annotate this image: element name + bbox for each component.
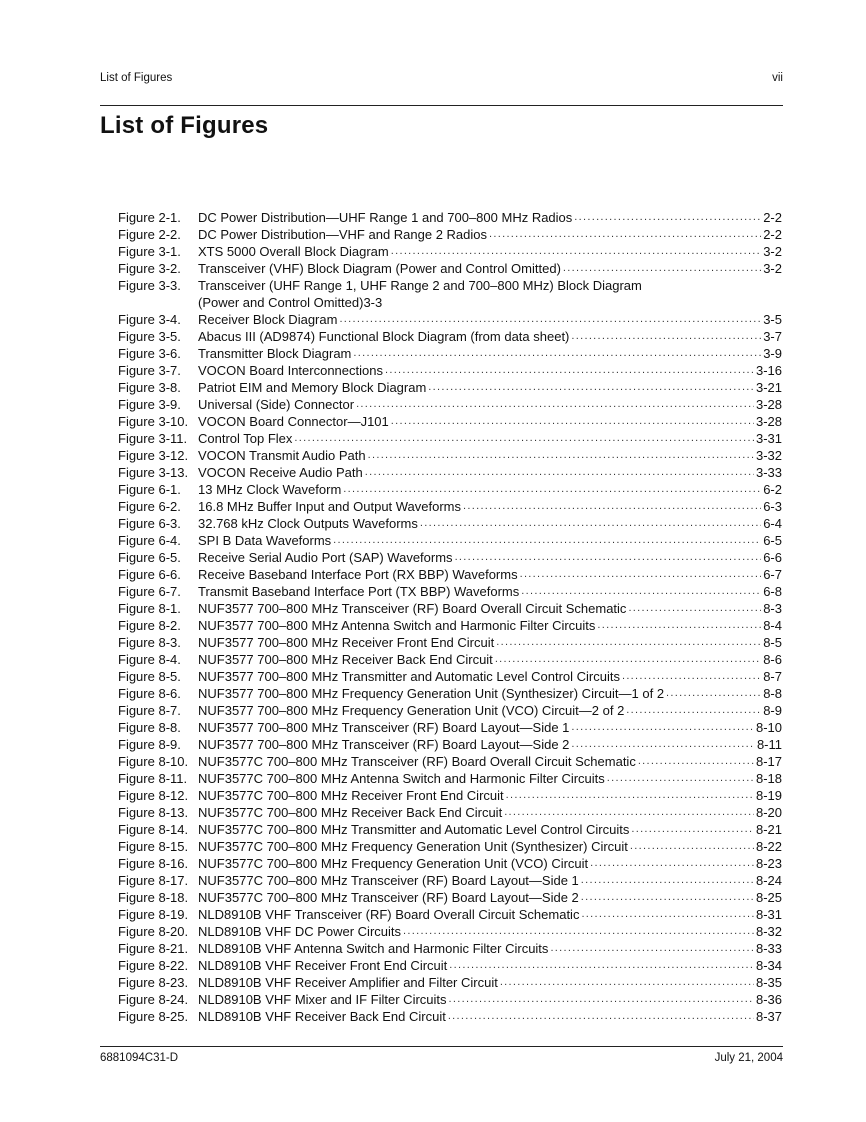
dot-leader [365,464,754,481]
dot-leader [631,821,754,838]
figure-number: Figure 8-5. [118,669,181,684]
page-title: List of Figures [100,112,269,139]
figure-title: NUF3577C 700–800 MHz Transceiver (RF) Board Overall Circuit Schematic [198,754,636,769]
figure-title-wrap [198,260,763,277]
toc-entry[interactable] [118,430,782,447]
figure-page-number: 6-2 [763,482,782,497]
figure-title: Receive Baseband Interface Port (RX BBP) Waveforms [198,567,518,582]
toc-entry[interactable] [118,685,782,702]
figure-title-wrap [198,753,756,770]
dot-leader [495,651,761,668]
figure-number: Figure 3-5. [118,329,181,344]
dot-leader [521,583,761,600]
toc-entry[interactable] [118,787,782,804]
figure-page-number: 8-31 [755,907,782,922]
figure-number: Figure 8-14. [118,822,189,837]
dot-leader [597,617,761,634]
dot-leader [391,413,754,430]
figure-title-wrap [198,515,763,532]
figure-title: 32.768 kHz Clock Outputs Waveforms [198,516,418,531]
figure-title-wrap [198,804,756,821]
toc-entry[interactable] [118,906,782,923]
header-section-title: List of Figures [100,72,173,84]
dot-leader [448,1008,754,1025]
figure-page-number: 6-6 [763,550,782,565]
figure-number: Figure 3-4. [118,312,181,327]
toc-entry[interactable] [118,328,782,345]
figure-page-number: 3-2 [763,261,782,276]
figure-number: Figure 3-3. [118,278,181,293]
figure-title: NUF3577 700–800 MHz Transceiver (RF) Board Layout—Side 1 [198,720,570,735]
figure-title-wrap [198,838,756,855]
dot-leader [563,260,761,277]
figure-number: Figure 2-1. [118,210,181,225]
toc-entry[interactable] [118,974,782,991]
figure-title: NUF3577C 700–800 MHz Receiver Front End Circuit [198,788,504,803]
figure-page-number: 8-34 [755,958,782,973]
toc-entry[interactable] [118,770,782,787]
figure-number: Figure 6-5. [118,550,181,565]
figure-number: Figure 8-11. [118,771,188,786]
figure-page-number: 8-35 [755,975,782,990]
dot-leader [581,872,754,889]
footer-doc-number: 6881094C31-D [100,1052,179,1064]
figure-page-number: 8-32 [755,924,782,939]
figure-list [118,209,782,1025]
figure-title-wrap [198,243,763,260]
figure-number: Figure 6-6. [118,567,181,582]
toc-entry[interactable] [118,226,782,243]
dot-leader [500,974,754,991]
toc-entry[interactable] [118,753,782,770]
figure-page-number: 3-32 [755,448,782,463]
dot-leader [428,379,754,396]
toc-entry[interactable] [118,940,782,957]
figure-page-number: 2-2 [763,227,782,242]
figure-title: NLD8910B VHF Receiver Back End Circuit [198,1009,446,1024]
figure-title-wrap [198,209,763,226]
figure-number: Figure 3-12. [118,448,189,463]
toc-entry[interactable] [118,821,782,838]
figure-page-number: 3-21 [755,380,782,395]
figure-title-wrap [198,668,763,685]
figure-page-number: 3-16 [755,363,782,378]
figure-title-wrap [198,226,763,243]
figure-title-wrap [198,821,756,838]
figure-title-wrap [198,940,756,957]
toc-entry[interactable] [118,481,782,498]
dot-leader [571,328,761,345]
figure-title-wrap [198,532,763,549]
figure-page-number: 3-31 [755,431,782,446]
figure-title: NLD8910B VHF DC Power Circuits [198,924,402,939]
figure-title-wrap [198,770,756,787]
figure-title: NUF3577 700–800 MHz Transmitter and Automatic Level Control Circuits [198,669,620,684]
figure-page-number: 8-17 [755,754,782,769]
dot-leader [630,838,754,855]
figure-title: DC Power Distribution—VHF and Range 2 Radios [198,227,488,242]
figure-number: Figure 3-6. [118,346,181,361]
figure-title: NLD8910B VHF Antenna Switch and Harmonic Filter Circuits [198,941,549,956]
dot-leader [455,549,762,566]
figure-title: NUF3577 700–800 MHz Frequency Generation Unit (Synthesizer) Circuit—1 of 2 [198,686,665,701]
toc-entry[interactable] [118,379,782,396]
figure-number: Figure 8-10. [118,754,189,769]
figure-title: Transmitter Block Diagram [198,346,352,361]
dot-leader [622,668,761,685]
toc-entry[interactable] [118,549,782,566]
figure-title-wrap [198,719,756,736]
figure-title-wrap [198,362,756,379]
figure-number: Figure 8-21. [118,941,189,956]
dot-leader [571,719,754,736]
figure-number: Figure 6-7. [118,584,181,599]
figure-title-wrap [198,685,763,702]
figure-title: NUF3577C 700–800 MHz Receiver Back End Circuit [198,805,503,820]
toc-entry[interactable] [118,872,782,889]
dot-leader [550,940,754,957]
toc-entry[interactable] [118,311,782,328]
dot-leader [333,532,761,549]
toc-entry[interactable] [118,668,782,685]
running-header [100,72,783,84]
dot-leader [353,345,761,362]
figure-page-number: 6-5 [763,533,782,548]
toc-entry[interactable] [118,634,782,651]
figure-title-wrap [198,855,756,872]
figure-title: NLD8910B VHF Transceiver (RF) Board Overall Circuit Schematic [198,907,580,922]
figure-page-number: 8-4 [763,618,782,633]
figure-number: Figure 6-1. [118,482,181,497]
figure-title-wrap [198,872,756,889]
figure-number: Figure 8-19. [118,907,189,922]
figure-page-number: 8-11 [756,737,782,752]
figure-page-number: 8-3 [763,601,782,616]
figure-title-wrap [198,328,763,345]
toc-entry[interactable] [118,345,782,362]
toc-entry[interactable] [118,243,782,260]
figure-title-continuation: (Power and Control Omitted)3-3 [198,295,383,310]
figure-number: Figure 3-10. [118,414,189,429]
figure-number: Figure 2-2. [118,227,181,242]
figure-title-wrap [198,634,763,651]
figure-page-number: 3-7 [763,329,782,344]
figure-number: Figure 8-18. [118,890,189,905]
figure-page-number: 3-28 [755,414,782,429]
figure-title-wrap [198,311,763,328]
figure-title-wrap [198,413,756,430]
figure-title: NUF3577 700–800 MHz Transceiver (RF) Board Layout—Side 2 [198,737,570,752]
figure-page-number: 8-25 [755,890,782,905]
figure-number: Figure 8-2. [118,618,181,633]
figure-number: Figure 8-6. [118,686,181,701]
figure-number: Figure 8-15. [118,839,189,854]
dot-leader [581,906,754,923]
figure-title-wrap [198,991,756,1008]
figure-number: Figure 8-22. [118,958,189,973]
figure-page-number: 8-20 [755,805,782,820]
toc-entry[interactable] [118,804,782,821]
toc-entry[interactable] [118,413,782,430]
dot-leader [294,430,754,447]
dot-leader [403,923,754,940]
figure-number: Figure 8-16. [118,856,189,871]
toc-entry[interactable] [118,260,782,277]
dot-leader [420,515,761,532]
figure-page-number: 8-36 [755,992,782,1007]
figure-title: Receive Serial Audio Port (SAP) Waveforms [198,550,453,565]
dot-leader [356,396,754,413]
toc-entry[interactable] [118,583,782,600]
toc-entry[interactable] [118,396,782,413]
figure-title-wrap [198,464,756,481]
figure-title: NLD8910B VHF Mixer and IF Filter Circuits [198,992,447,1007]
figure-page-number: 6-3 [763,499,782,514]
figure-page-number: 3-28 [755,397,782,412]
figure-title: NUF3577C 700–800 MHz Frequency Generation Unit (Synthesizer) Circuit [198,839,628,854]
figure-title-wrap [198,787,756,804]
dot-leader [343,481,761,498]
figure-title-wrap [198,345,763,362]
dot-leader [574,209,761,226]
figure-page-number: 8-18 [755,771,782,786]
figure-title-wrap [198,379,756,396]
figure-title-wrap [198,447,756,464]
figure-number: Figure 8-8. [118,720,181,735]
figure-page-number: 6-7 [763,567,782,582]
toc-entry[interactable] [118,838,782,855]
figure-number: Figure 8-13. [118,805,189,820]
figure-number: Figure 8-4. [118,652,181,667]
figure-number: Figure 6-3. [118,516,181,531]
figure-title: SPI B Data Waveforms [198,533,332,548]
figure-title: VOCON Board Interconnections [198,363,383,378]
toc-entry[interactable] [118,515,782,532]
figure-title: NUF3577 700–800 MHz Receiver Back End Circuit [198,652,493,667]
figure-title-wrap [198,549,763,566]
toc-entry[interactable] [118,566,782,583]
figure-number: Figure 6-4. [118,533,181,548]
figure-title-wrap [198,974,756,991]
figure-title-wrap [198,1008,756,1025]
footer-rule [100,1046,783,1047]
figure-page-number: 8-9 [763,703,782,718]
toc-entry[interactable] [118,209,782,226]
dot-leader [504,804,754,821]
dot-leader [385,362,754,379]
dot-leader [626,702,761,719]
figure-title-wrap [198,277,782,311]
figure-number: Figure 3-8. [118,380,181,395]
figure-title: Transmit Baseband Interface Port (TX BBP) Waveforms [198,584,520,599]
figure-number: Figure 8-20. [118,924,189,939]
figure-title: NUF3577 700–800 MHz Receiver Front End Circuit [198,635,495,650]
dot-leader [449,991,754,1008]
figure-title: NUF3577C 700–800 MHz Transceiver (RF) Board Layout—Side 2 [198,890,579,905]
dot-leader [581,889,754,906]
toc-entry[interactable] [118,719,782,736]
figure-number: Figure 8-7. [118,703,181,718]
dot-leader [496,634,761,651]
dot-leader [571,736,755,753]
figure-page-number: 8-33 [755,941,782,956]
toc-entry[interactable] [118,532,782,549]
toc-entry[interactable] [118,889,782,906]
figure-number: Figure 3-7. [118,363,181,378]
figure-page-number: 2-2 [763,210,782,225]
figure-title-wrap [198,566,763,583]
figure-title: NUF3577C 700–800 MHz Transceiver (RF) Board Layout—Side 1 [198,873,579,888]
figure-page-number: 6-8 [763,584,782,599]
figure-title-wrap [198,481,763,498]
figure-page-number: 3-5 [763,312,782,327]
figure-page-number: 3-9 [763,346,782,361]
toc-entry[interactable] [118,991,782,1008]
figure-title: Transceiver (VHF) Block Diagram (Power and Control Omitted) [198,261,561,276]
figure-title-wrap [198,957,756,974]
dot-leader [463,498,761,515]
figure-page-number: 6-4 [763,516,782,531]
figure-page-number: 8-10 [755,720,782,735]
figure-title: DC Power Distribution—UHF Range 1 and 700–800 MHz Radios [198,210,573,225]
figure-title: VOCON Receive Audio Path [198,465,363,480]
figure-title: Abacus III (AD9874) Functional Block Diagram (from data sheet) [198,329,570,344]
toc-entry[interactable] [118,277,782,311]
figure-page-number: 8-5 [763,635,782,650]
figure-title: Transceiver (UHF Range 1, UHF Range 2 and 700–800 MHz) Block Diagram [198,278,642,293]
figure-title: NUF3577C 700–800 MHz Antenna Switch and Harmonic Filter Circuits [198,771,605,786]
figure-title: VOCON Board Connector—J101 [198,414,389,429]
figure-title-wrap [198,906,756,923]
dot-leader [391,243,761,260]
figure-title: NUF3577C 700–800 MHz Frequency Generation Unit (VCO) Circuit [198,856,589,871]
figure-number: Figure 8-17. [118,873,189,888]
dot-leader [506,787,754,804]
figure-title-wrap [198,600,763,617]
figure-title-wrap [198,651,763,668]
figure-title: 16.8 MHz Buffer Input and Output Waveforms [198,499,462,514]
dot-leader [628,600,761,617]
figure-page-number: 8-37 [755,1009,782,1024]
toc-entry[interactable] [118,1008,782,1025]
figure-title-wrap [198,736,757,753]
figure-title: NUF3577C 700–800 MHz Transmitter and Automatic Level Control Circuits [198,822,630,837]
figure-number: Figure 8-12. [118,788,189,803]
dot-leader [368,447,754,464]
figure-number: Figure 3-9. [118,397,181,412]
figure-title: XTS 5000 Overall Block Diagram [198,244,389,259]
figure-title-wrap [198,430,756,447]
figure-title: VOCON Transmit Audio Path [198,448,366,463]
figure-title: Patriot EIM and Memory Block Diagram [198,380,427,395]
figure-title-wrap [198,498,763,515]
figure-page-number: 8-8 [763,686,782,701]
figure-page-number: 8-19 [755,788,782,803]
toc-entry[interactable] [118,600,782,617]
figure-page-number: 8-23 [755,856,782,871]
figure-number: Figure 3-1. [118,244,181,259]
header-page-number: vii [772,72,783,84]
figure-number: Figure 8-23. [118,975,189,990]
figure-title: Control Top Flex [198,431,293,446]
figure-page-number: 3-2 [763,244,782,259]
figure-title: Universal (Side) Connector [198,397,355,412]
toc-entry[interactable] [118,855,782,872]
toc-entry[interactable] [118,923,782,940]
figure-number: Figure 8-24. [118,992,189,1007]
figure-title: NLD8910B VHF Receiver Front End Circuit [198,958,448,973]
toc-entry[interactable] [118,651,782,668]
figure-number: Figure 6-2. [118,499,181,514]
toc-entry[interactable] [118,447,782,464]
figure-page-number: 8-22 [755,839,782,854]
toc-entry[interactable] [118,617,782,634]
figure-title: NLD8910B VHF Receiver Amplifier and Filter Circuit [198,975,498,990]
header-rule [100,105,783,106]
figure-title: Receiver Block Diagram [198,312,338,327]
figure-number: Figure 8-1. [118,601,181,616]
figure-title: 13 MHz Clock Waveform [198,482,342,497]
figure-page-number: 8-24 [755,873,782,888]
figure-number: Figure 8-3. [118,635,181,650]
figure-page-number: 8-7 [763,669,782,684]
figure-number: Figure 3-11. [118,431,188,446]
figure-number: Figure 3-2. [118,261,181,276]
toc-entry[interactable] [118,498,782,515]
figure-number: Figure 8-9. [118,737,181,752]
dot-leader [590,855,754,872]
running-footer [100,1052,783,1064]
figure-title-wrap [198,923,756,940]
dot-leader [449,957,754,974]
figure-title-wrap [198,396,756,413]
figure-page-number: 8-6 [763,652,782,667]
figure-title: NUF3577 700–800 MHz Frequency Generation Unit (VCO) Circuit—2 of 2 [198,703,625,718]
toc-entry[interactable] [118,362,782,379]
footer-date: July 21, 2004 [714,1052,783,1064]
toc-entry[interactable] [118,702,782,719]
toc-entry[interactable] [118,464,782,481]
dot-leader [520,566,762,583]
dot-leader [489,226,761,243]
figure-page-number: 8-21 [755,822,782,837]
figure-title: NUF3577 700–800 MHz Antenna Switch and Harmonic Filter Circuits [198,618,596,633]
figure-title-wrap [198,889,756,906]
figure-title-wrap [198,583,763,600]
figure-number: Figure 8-25. [118,1009,189,1024]
toc-entry[interactable] [118,957,782,974]
figure-title-wrap [198,702,763,719]
dot-leader [638,753,754,770]
figure-page-number: 3-33 [755,465,782,480]
dot-leader [666,685,761,702]
dot-leader [607,770,754,787]
figure-title: NUF3577 700–800 MHz Transceiver (RF) Board Overall Circuit Schematic [198,601,627,616]
figure-title-wrap [198,617,763,634]
figure-number: Figure 3-13. [118,465,189,480]
toc-entry[interactable] [118,736,782,753]
dot-leader [339,311,761,328]
